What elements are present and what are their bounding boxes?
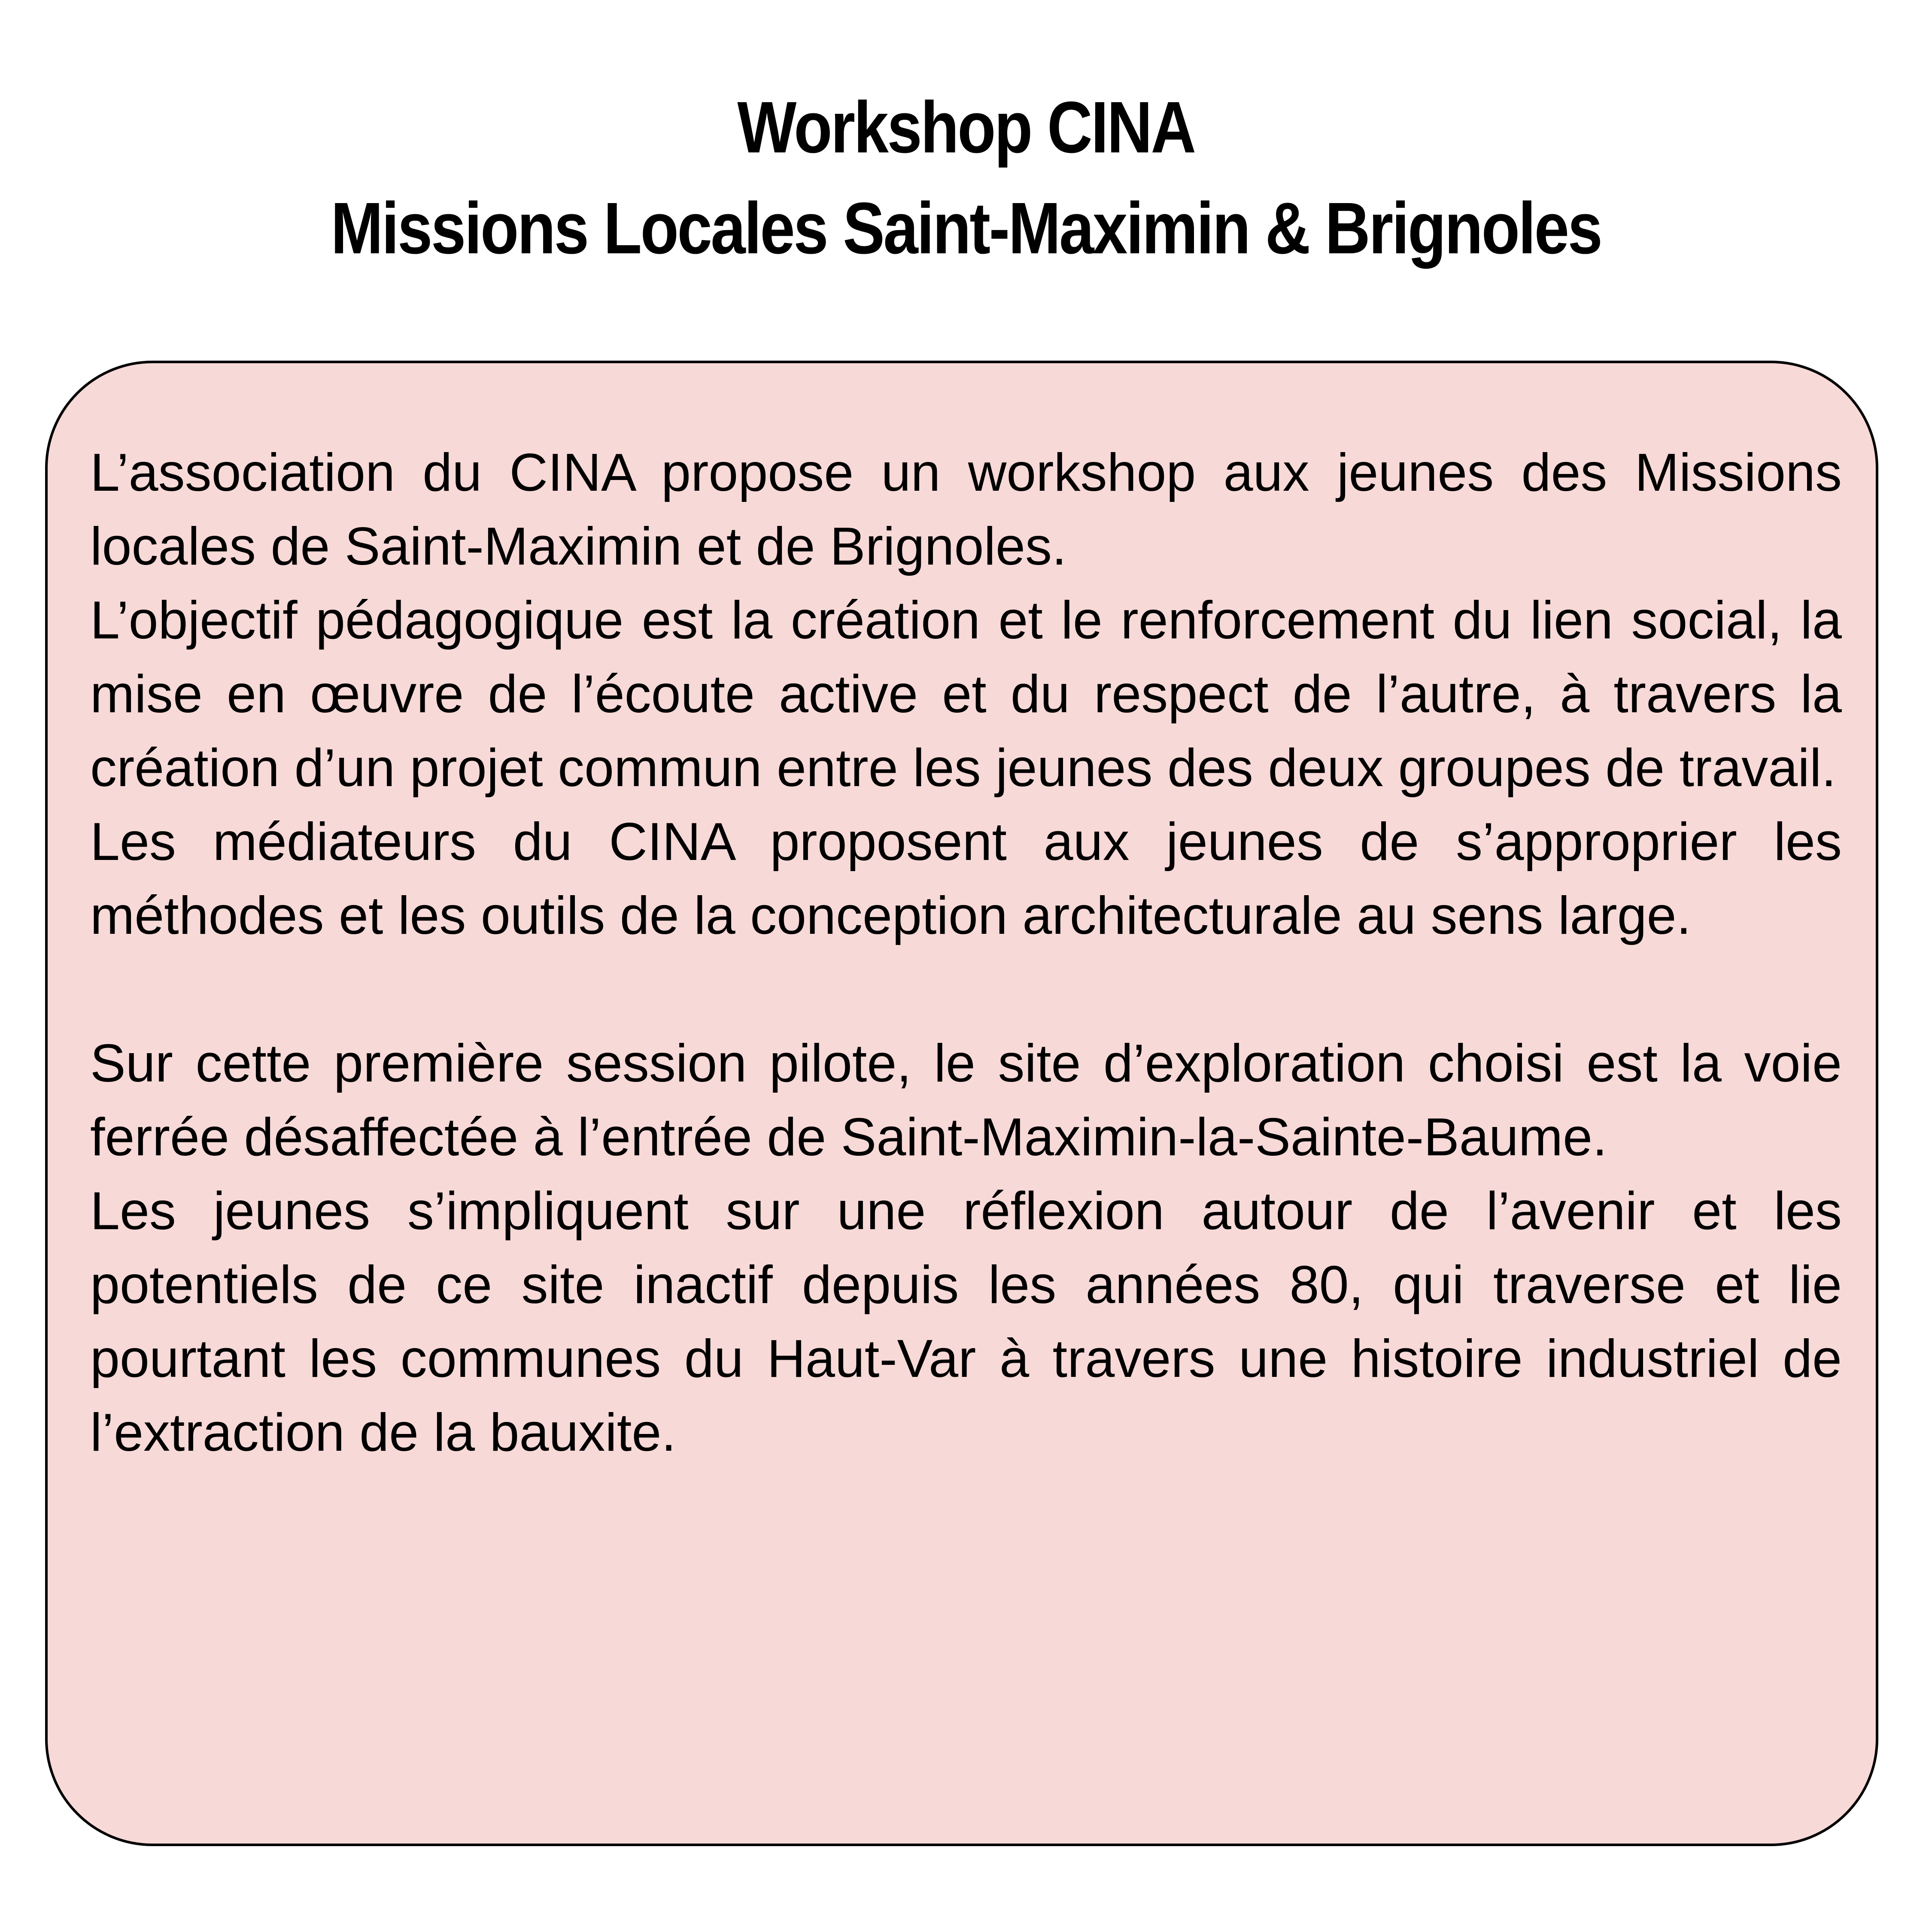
paragraph-mediators: Les médiateurs du CINA proposent aux jeunes de s’approprier les méthodes et les outils de la conception architecturale au sens large. (90, 812, 1842, 945)
page-title (0, 77, 1932, 279)
title-line-2: Missions Locales Saint-Maximin & Brignoles (331, 188, 1601, 269)
title-line-1: Workshop CINA (737, 87, 1195, 168)
paragraph-introduction: L’association du CINA propose un workshop aux jeunes des Missions locales de Saint-Maximin et de Brignoles. (90, 443, 1842, 576)
panel-body (90, 436, 1842, 1470)
paragraph-objective: L’objectif pédagogique est la création et le renforcement du lien social, la mise en œuvre de l’écoute active et du respect de l’autre, à travers la création d’un projet commun entre les jeunes des deux groupes de travail. (90, 591, 1842, 798)
paragraph-site: Sur cette première session pilote, le site d’exploration choisi est la voie ferrée désaffectée à l’entrée de Saint-Maximin-la-Sainte-Baume. (90, 1034, 1842, 1167)
paragraph-reflection: Les jeunes s’impliquent sur une réflexion autour de l’avenir et les potentiels de ce site inactif depuis les années 80, qui traverse et lie pourtant les communes du Haut-Var à travers une histoire industriel de l’extraction de la bauxite. (90, 1182, 1842, 1462)
paragraph-spacer (90, 953, 1842, 1027)
